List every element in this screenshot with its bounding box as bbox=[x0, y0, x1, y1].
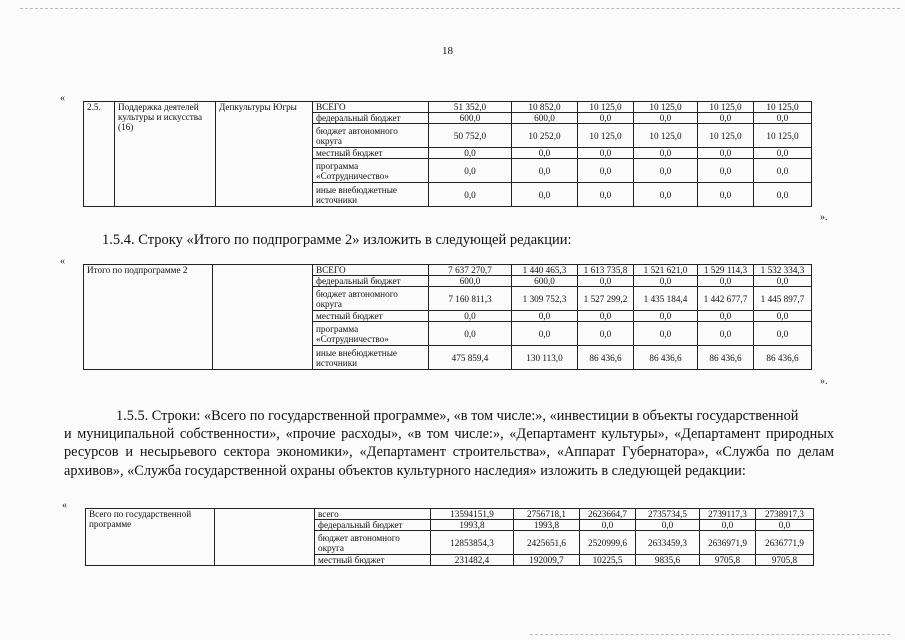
value-cell: 86 436,6 bbox=[698, 346, 754, 370]
value-cell: 2636971,9 bbox=[700, 531, 756, 555]
source-cell: бюджет автономного округа bbox=[315, 531, 431, 555]
value-cell: 9705,8 bbox=[756, 555, 814, 566]
value-cell: 231482,4 bbox=[431, 555, 514, 566]
value-cell: 2520999,6 bbox=[580, 531, 636, 555]
value-cell: 12853854,3 bbox=[431, 531, 514, 555]
value-cell: 1993,8 bbox=[431, 520, 514, 531]
value-cell: 2425651,6 bbox=[514, 531, 580, 555]
value-cell: 0,0 bbox=[634, 276, 698, 287]
source-cell: бюджет автономного округа bbox=[313, 124, 429, 148]
value-cell: 0,0 bbox=[429, 322, 512, 346]
source-cell: местный бюджет bbox=[315, 555, 431, 566]
source-cell: федеральный бюджет bbox=[313, 276, 429, 287]
value-cell: 10 252,0 bbox=[512, 124, 578, 148]
value-cell: 10 125,0 bbox=[578, 102, 634, 113]
row-name: Итого по подпрограмме 2 bbox=[84, 265, 213, 370]
value-cell: 0,0 bbox=[429, 159, 512, 183]
close-quote: ». bbox=[820, 212, 828, 223]
value-cell: 10 125,0 bbox=[754, 102, 812, 113]
paragraph-body: и муниципальной собственности», «прочие расходы», «в том числе:», «Департамент культуры», «Департамент природных ресурсов и несырьевого сектора экономики», «Департамент строительства», «Аппарат Губернатора», «Служба по делам архивов», «Служба государственной охраны объектов культурного наследия» изложить в следующей редакции: bbox=[64, 426, 834, 479]
close-quote: ». bbox=[820, 376, 828, 387]
value-cell: 0,0 bbox=[578, 183, 634, 207]
value-cell: 0,0 bbox=[634, 148, 698, 159]
value-cell: 0,0 bbox=[634, 159, 698, 183]
source-cell: программа «Сотрудничество» bbox=[313, 159, 429, 183]
paragraph-first-line: 1.5.5. Строки: «Всего по государственной программе», «в том числе:», «инвестиции в объекты государственной bbox=[116, 408, 799, 424]
value-cell: 0,0 bbox=[512, 183, 578, 207]
value-cell: 0,0 bbox=[636, 520, 700, 531]
value-cell: 1 309 752,3 bbox=[512, 287, 578, 311]
source-cell: программа «Сотрудничество» bbox=[313, 322, 429, 346]
table-row bbox=[86, 509, 814, 520]
source-cell: ВСЕГО bbox=[313, 265, 429, 276]
value-cell: 0,0 bbox=[429, 311, 512, 322]
value-cell: 0,0 bbox=[580, 520, 636, 531]
row-executor-empty bbox=[213, 265, 313, 370]
table-row bbox=[84, 102, 812, 113]
value-cell: 1 529 114,3 bbox=[698, 265, 754, 276]
value-cell: 10 852,0 bbox=[512, 102, 578, 113]
value-cell: 10 125,0 bbox=[698, 124, 754, 148]
row-executor-empty bbox=[215, 509, 315, 566]
value-cell: 10 125,0 bbox=[754, 124, 812, 148]
scan-edge-top bbox=[20, 8, 900, 11]
value-cell: 2739117,3 bbox=[700, 509, 756, 520]
source-cell: местный бюджет bbox=[313, 311, 429, 322]
value-cell: 0,0 bbox=[512, 311, 578, 322]
value-cell: 0,0 bbox=[698, 311, 754, 322]
value-cell: 1 442 677,7 bbox=[698, 287, 754, 311]
row-executor: Депкультуры Югры bbox=[216, 102, 313, 207]
section-heading-1-5-4: 1.5.4. Строку «Итого по подпрограмме 2» изложить в следующей редакции: bbox=[102, 232, 572, 248]
value-cell: 0,0 bbox=[634, 322, 698, 346]
value-cell: 0,0 bbox=[754, 148, 812, 159]
value-cell: 1993,8 bbox=[514, 520, 580, 531]
open-quote: « bbox=[62, 500, 67, 511]
value-cell: 600,0 bbox=[512, 276, 578, 287]
value-cell: 2735734,5 bbox=[636, 509, 700, 520]
value-cell: 9705,8 bbox=[700, 555, 756, 566]
value-cell: 86 436,6 bbox=[754, 346, 812, 370]
value-cell: 86 436,6 bbox=[634, 346, 698, 370]
value-cell: 0,0 bbox=[698, 148, 754, 159]
value-cell: 475 859,4 bbox=[429, 346, 512, 370]
value-cell: 130 113,0 bbox=[512, 346, 578, 370]
value-cell: 0,0 bbox=[578, 159, 634, 183]
row-code: 2.5. bbox=[84, 102, 115, 207]
page-number: 18 bbox=[442, 45, 453, 57]
value-cell: 0,0 bbox=[429, 148, 512, 159]
value-cell: 0,0 bbox=[754, 183, 812, 207]
value-cell: 0,0 bbox=[634, 183, 698, 207]
scan-edge-bottom bbox=[530, 634, 890, 637]
row-name: Всего по государственной программе bbox=[86, 509, 215, 566]
value-cell: 7 160 811,3 bbox=[429, 287, 512, 311]
value-cell: 10 125,0 bbox=[634, 102, 698, 113]
value-cell: 0,0 bbox=[634, 113, 698, 124]
value-cell: 50 752,0 bbox=[429, 124, 512, 148]
source-cell: всего bbox=[315, 509, 431, 520]
value-cell: 9835,6 bbox=[636, 555, 700, 566]
value-cell: 600,0 bbox=[429, 113, 512, 124]
source-cell: бюджет автономного округа bbox=[313, 287, 429, 311]
value-cell: 2636771,9 bbox=[756, 531, 814, 555]
value-cell: 2633459,3 bbox=[636, 531, 700, 555]
open-quote: « bbox=[60, 256, 65, 267]
value-cell: 10 125,0 bbox=[578, 124, 634, 148]
value-cell: 0,0 bbox=[754, 159, 812, 183]
value-cell: 10225,5 bbox=[580, 555, 636, 566]
value-cell: 2756718,1 bbox=[514, 509, 580, 520]
value-cell: 0,0 bbox=[578, 322, 634, 346]
table-row bbox=[84, 265, 812, 276]
value-cell: 0,0 bbox=[512, 159, 578, 183]
value-cell: 13594151,9 bbox=[431, 509, 514, 520]
source-cell: федеральный бюджет bbox=[315, 520, 431, 531]
table-program-2-5 bbox=[83, 101, 812, 207]
value-cell: 1 440 465,3 bbox=[512, 265, 578, 276]
value-cell: 192009,7 bbox=[514, 555, 580, 566]
value-cell: 1 532 334,3 bbox=[754, 265, 812, 276]
value-cell: 0,0 bbox=[512, 148, 578, 159]
value-cell: 600,0 bbox=[512, 113, 578, 124]
value-cell: 0,0 bbox=[754, 113, 812, 124]
source-cell: иные внебюджетные источники bbox=[313, 346, 429, 370]
value-cell: 0,0 bbox=[698, 322, 754, 346]
value-cell: 0,0 bbox=[698, 159, 754, 183]
value-cell: 0,0 bbox=[698, 183, 754, 207]
value-cell: 0,0 bbox=[429, 183, 512, 207]
value-cell: 1 435 184,4 bbox=[634, 287, 698, 311]
source-cell: федеральный бюджет bbox=[313, 113, 429, 124]
value-cell: 0,0 bbox=[700, 520, 756, 531]
value-cell: 0,0 bbox=[578, 113, 634, 124]
value-cell: 10 125,0 bbox=[634, 124, 698, 148]
value-cell: 1 527 299,2 bbox=[578, 287, 634, 311]
source-cell: местный бюджет bbox=[313, 148, 429, 159]
source-cell: иные внебюджетные источники bbox=[313, 183, 429, 207]
row-name: Поддержка деятелей культуры и искусства (16) bbox=[115, 102, 216, 207]
value-cell: 0,0 bbox=[578, 311, 634, 322]
value-cell: 2623664,7 bbox=[580, 509, 636, 520]
value-cell: 0,0 bbox=[698, 113, 754, 124]
value-cell: 1 613 735,8 bbox=[578, 265, 634, 276]
value-cell: 0,0 bbox=[578, 148, 634, 159]
open-quote: « bbox=[60, 93, 65, 104]
value-cell: 0,0 bbox=[634, 311, 698, 322]
value-cell: 7 637 270,7 bbox=[429, 265, 512, 276]
value-cell: 0,0 bbox=[754, 322, 812, 346]
source-cell: ВСЕГО bbox=[313, 102, 429, 113]
value-cell: 86 436,6 bbox=[578, 346, 634, 370]
value-cell: 0,0 bbox=[512, 322, 578, 346]
section-paragraph-1-5-5 bbox=[64, 407, 834, 480]
value-cell: 1 521 621,0 bbox=[634, 265, 698, 276]
table-state-program-total bbox=[85, 508, 814, 566]
value-cell: 2738917,3 bbox=[756, 509, 814, 520]
value-cell: 0,0 bbox=[578, 276, 634, 287]
value-cell: 0,0 bbox=[754, 276, 812, 287]
value-cell: 10 125,0 bbox=[698, 102, 754, 113]
value-cell: 51 352,0 bbox=[429, 102, 512, 113]
table-subprogram-2-total bbox=[83, 264, 812, 370]
value-cell: 0,0 bbox=[756, 520, 814, 531]
value-cell: 0,0 bbox=[754, 311, 812, 322]
value-cell: 600,0 bbox=[429, 276, 512, 287]
value-cell: 0,0 bbox=[698, 276, 754, 287]
value-cell: 1 445 897,7 bbox=[754, 287, 812, 311]
